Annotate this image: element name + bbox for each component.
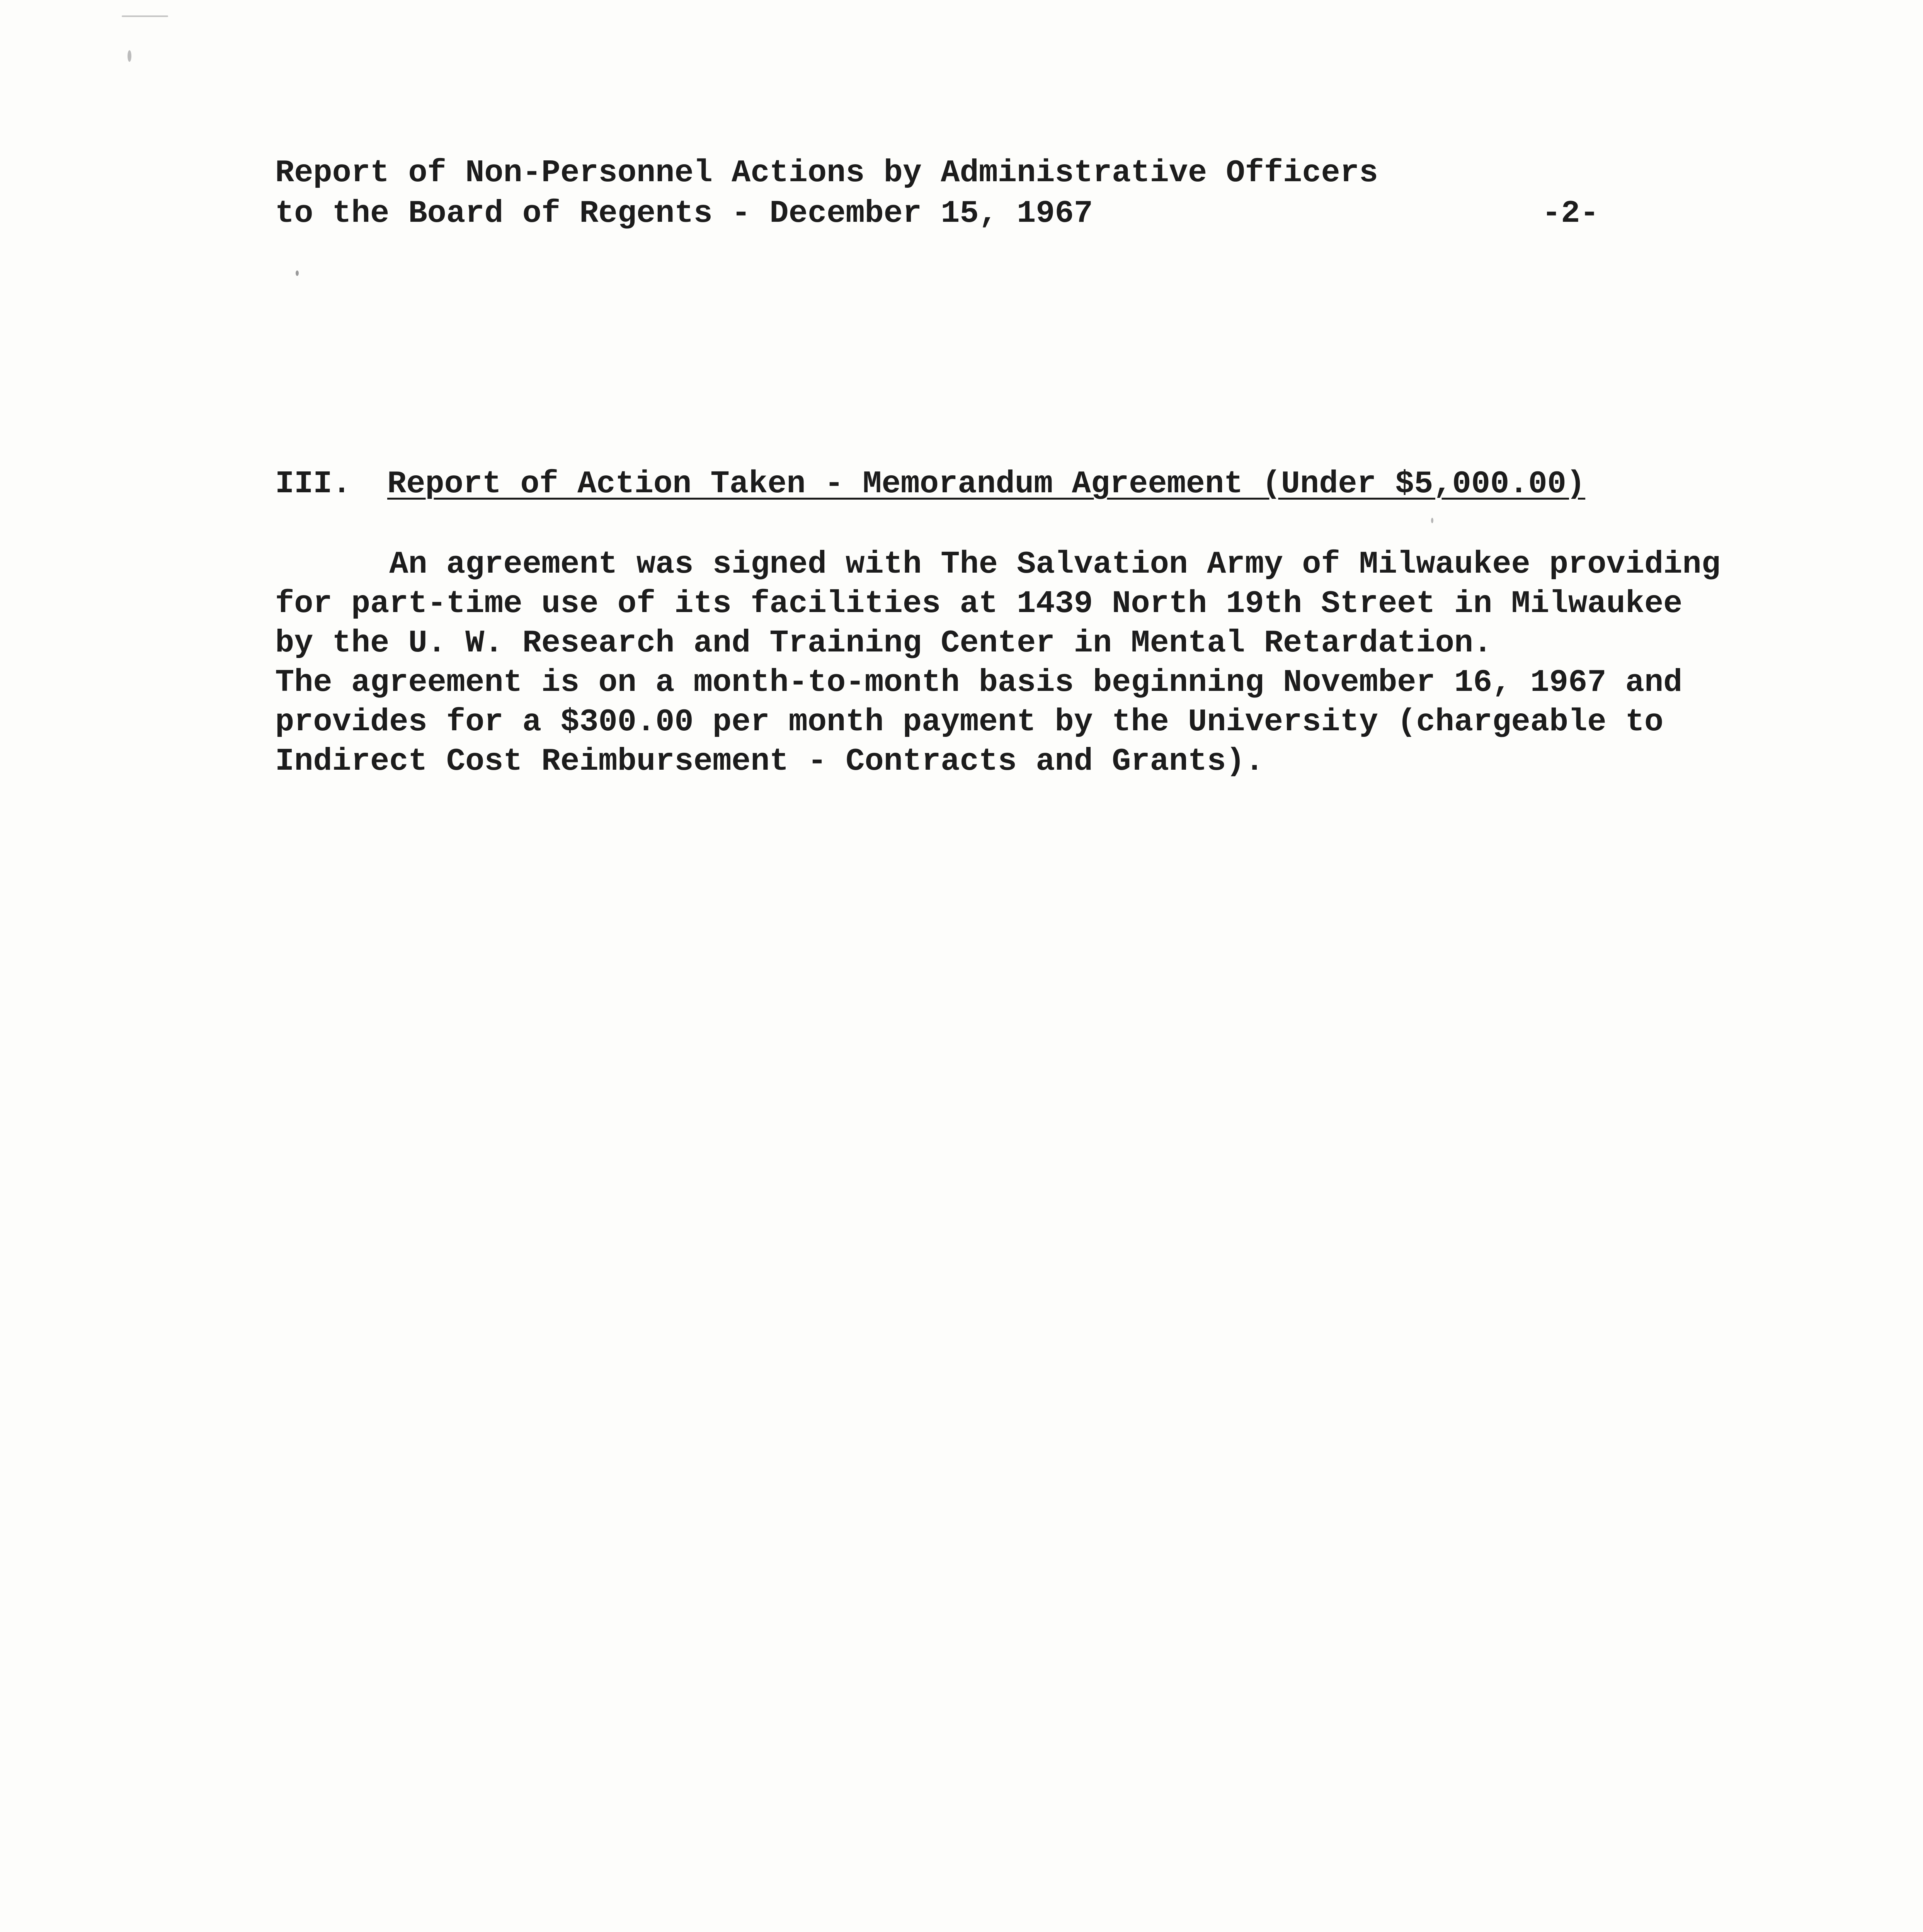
scan-speck <box>122 15 168 17</box>
scan-speck <box>296 270 299 276</box>
header-line-2: to the Board of Regents - December 15, 1967 <box>275 196 1093 231</box>
section-numeral: III. <box>275 466 351 502</box>
section-title: Report of Action Taken - Memorandum Agreement (Under $5,000.00) <box>387 466 1586 502</box>
body-line: by the U. W. Research and Training Center in Mental Retardation. <box>275 625 1492 661</box>
section-heading <box>275 464 1821 504</box>
scan-speck <box>128 50 131 62</box>
page-number: -2- <box>1542 196 1599 231</box>
body-line: for part-time use of its facilities at 1439 North 19th Street in Milwaukee <box>275 586 1683 622</box>
body-line: Indirect Cost Reimbursement - Contracts and Grants). <box>275 743 1264 779</box>
body-line: provides for a $300.00 per month payment by the University (chargeable to <box>275 704 1664 740</box>
header-line-1: Report of Non-Personnel Actions by Administrative Officers <box>275 155 1378 191</box>
body-paragraph <box>275 545 1821 781</box>
body-line: An agreement was signed with The Salvation Army of Milwaukee providing <box>275 546 1720 582</box>
scan-speck <box>1431 518 1433 523</box>
body-line: The agreement is on a month-to-month basis beginning November 16, 1967 and <box>275 665 1683 701</box>
